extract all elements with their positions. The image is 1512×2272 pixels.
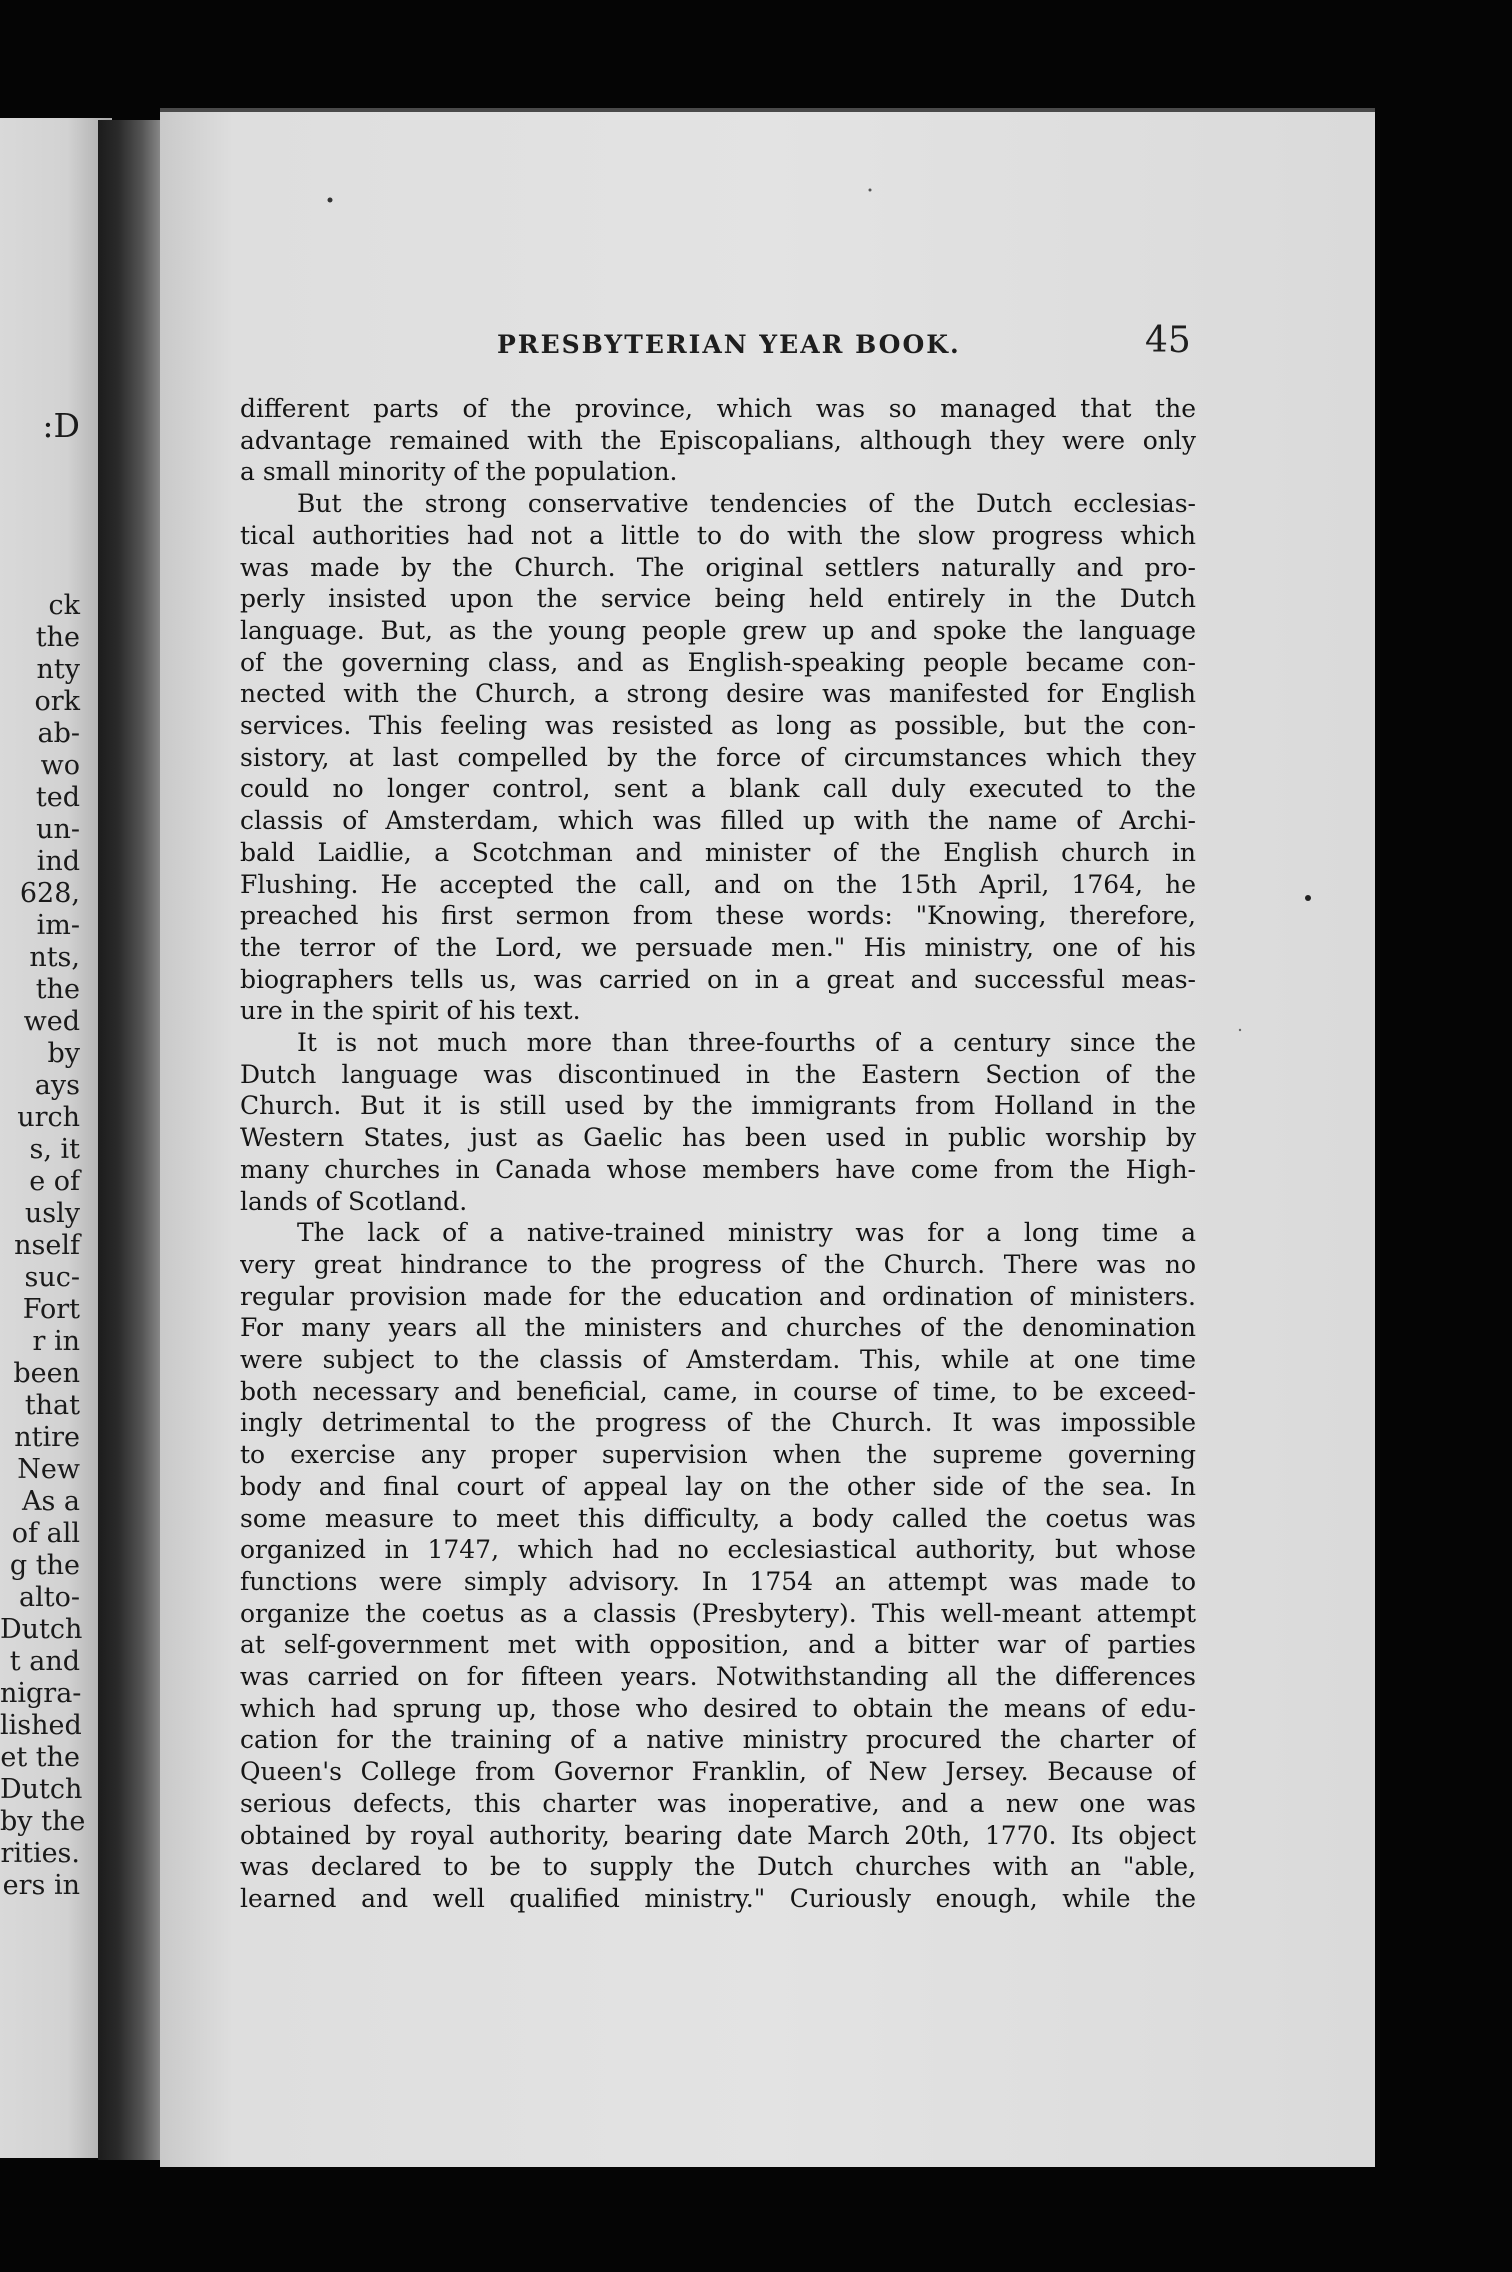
left-page-line-fragment: been: [13, 1358, 80, 1389]
left-page-line-fragment: wo: [40, 750, 80, 781]
text-line: of the governing class, and as English-speaking people became con-: [240, 648, 1196, 677]
text-line: classis of Amsterdam, which was filled up with the name of Archi-: [240, 806, 1196, 835]
left-page-line-fragment: ers in: [2, 1870, 80, 1901]
left-page-line-fragment: g the: [9, 1550, 80, 1581]
left-page-line-fragment: et the: [0, 1742, 80, 1773]
left-page-line-fragment: un-: [36, 814, 80, 845]
left-page-line-fragment: wed: [23, 1006, 80, 1037]
left-page-line-fragment: the: [35, 974, 80, 1005]
text-line: obtained by royal authority, bearing date March 20th, 1770. Its object: [240, 1821, 1196, 1850]
text-line: ure in the spirit of his text.: [240, 996, 581, 1025]
text-line: different parts of the province, which was so managed that the: [240, 394, 1196, 423]
text-line: some measure to meet this difficulty, a body called the coetus was: [240, 1504, 1196, 1533]
text-line: It is not much more than three-fourths of a century since the: [297, 1028, 1196, 1057]
left-page-line-fragment: ab-: [37, 718, 80, 749]
left-page-line-fragment: by the: [0, 1806, 86, 1837]
text-line: could no longer control, sent a blank call duly executed to the: [240, 774, 1196, 803]
text-line: many churches in Canada whose members have come from the High-: [240, 1155, 1196, 1184]
left-page-line-fragment: the: [35, 622, 80, 653]
text-line: ingly detrimental to the progress of the Church. It was impossible: [240, 1408, 1196, 1437]
left-page-line-fragment: suc-: [24, 1262, 80, 1293]
left-page-line-fragment: r in: [32, 1326, 80, 1357]
text-line: were subject to the classis of Amsterdam. This, while at one time: [240, 1345, 1196, 1374]
text-line: tical authorities had not a little to do with the slow progress which: [240, 521, 1196, 550]
left-page-line-fragment: ays: [34, 1070, 80, 1101]
left-page-line-fragment: nty: [36, 654, 80, 685]
left-page-line-fragment: urch: [17, 1102, 80, 1133]
text-line: nected with the Church, a strong desire was manifested for English: [240, 679, 1196, 708]
left-page-heading-fragment: :D: [42, 406, 80, 445]
text-line: The lack of a native-trained ministry was for a long time a: [297, 1218, 1196, 1247]
text-line: bald Laidlie, a Scotchman and minister of the English church in: [240, 838, 1196, 867]
text-line: a small minority of the population.: [240, 457, 678, 486]
text-line: body and final court of appeal lay on the other side of the sea. In: [240, 1472, 1196, 1501]
left-page-line-fragment: ntire: [14, 1422, 80, 1453]
text-line: services. This feeling was resisted as long as possible, but the con-: [240, 711, 1196, 740]
text-line: But the strong conservative tendencies of the Dutch ecclesias-: [297, 489, 1196, 518]
left-page-line-fragment: by: [47, 1038, 80, 1069]
text-line: learned and well qualified ministry." Curiously enough, while the: [240, 1884, 1196, 1913]
text-line: organized in 1747, which had no ecclesiastical authority, but whose: [240, 1535, 1196, 1564]
text-line: was carried on for fifteen years. Notwithstanding all the differences: [240, 1662, 1196, 1691]
left-page-line-fragment: e of: [29, 1166, 80, 1197]
text-line: cation for the training of a native ministry procured the charter of: [240, 1725, 1196, 1754]
left-page-line-fragment: usly: [24, 1198, 80, 1229]
text-line: language. But, as the young people grew up and spoke the language: [240, 616, 1196, 645]
left-page-line-fragment: New: [17, 1454, 80, 1485]
left-page-line-fragment: that: [24, 1390, 80, 1421]
text-line: Dutch language was discontinued in the Eastern Section of the: [240, 1060, 1196, 1089]
left-page-line-fragment: s, it: [29, 1134, 80, 1165]
text-line: was declared to be to supply the Dutch churches with an "able,: [240, 1852, 1196, 1881]
left-page-line-fragment: ck: [48, 590, 80, 621]
left-page-line-fragment: of all: [11, 1518, 80, 1549]
text-line: regular provision made for the education and ordination of ministers.: [240, 1282, 1196, 1311]
left-page-line-fragment: 628,: [19, 878, 80, 909]
text-line: which had sprung up, those who desired to obtain the means of edu-: [240, 1694, 1196, 1723]
text-line: Western States, just as Gaelic has been used in public worship by: [240, 1123, 1196, 1152]
text-line: Queen's College from Governor Franklin, of New Jersey. Because of: [240, 1757, 1196, 1786]
left-page-line-fragment: nigra-: [0, 1678, 82, 1709]
left-page-line-fragment: lished: [0, 1710, 82, 1741]
text-line: preached his first sermon from these words: "Knowing, therefore,: [240, 901, 1196, 930]
left-page-line-fragment: im-: [36, 910, 80, 941]
running-head: PRESBYTERIAN YEAR BOOK.: [497, 330, 961, 359]
page-number: 45: [1145, 320, 1191, 361]
text-line: organize the coetus as a classis (Presbytery). This well-meant attempt: [240, 1599, 1196, 1628]
text-line: Church. But it is still used by the immigrants from Holland in the: [240, 1091, 1196, 1120]
text-line: biographers tells us, was carried on in a great and successful meas-: [240, 965, 1196, 994]
text-line: advantage remained with the Episcopalians, although they were only: [240, 426, 1196, 455]
text-line: to exercise any proper supervision when the supreme governing: [240, 1440, 1196, 1469]
text-line: very great hindrance to the progress of the Church. There was no: [240, 1250, 1196, 1279]
left-page-line-fragment: nts,: [29, 942, 80, 973]
text-line: functions were simply advisory. In 1754 an attempt was made to: [240, 1567, 1196, 1596]
left-page-line-fragment: ted: [35, 782, 80, 813]
text-line: serious defects, this charter was inoperative, and a new one was: [240, 1789, 1196, 1818]
left-page-line-fragment: Dutch: [0, 1774, 83, 1805]
text-line: Flushing. He accepted the call, and on the 15th April, 1764, he: [240, 870, 1196, 899]
text-line: was made by the Church. The original settlers naturally and pro-: [240, 553, 1196, 582]
text-line: both necessary and beneficial, came, in course of time, to be exceed-: [240, 1377, 1196, 1406]
left-page-line-fragment: As a: [21, 1486, 80, 1517]
left-page-line-fragment: Fort: [22, 1294, 80, 1325]
text-line: lands of Scotland.: [240, 1187, 468, 1216]
left-page-line-fragment: ork: [34, 686, 80, 717]
left-page-line-fragment: Dutch: [0, 1614, 83, 1645]
left-page-line-fragment: alto-: [19, 1582, 80, 1613]
left-page-line-fragment: t and: [9, 1646, 80, 1677]
text-line: the terror of the Lord, we persuade men." His ministry, one of his: [240, 933, 1196, 962]
text-line: sistory, at last compelled by the force of circumstances which they: [240, 743, 1196, 772]
text-line: perly insisted upon the service being held entirely in the Dutch: [240, 584, 1196, 613]
left-page-line-fragment: nself: [14, 1230, 80, 1261]
left-page-line-fragment: rities.: [0, 1838, 80, 1869]
text-line: For many years all the ministers and churches of the denomination: [240, 1313, 1196, 1342]
left-page-line-fragment: ind: [36, 846, 80, 877]
text-line: at self-government met with opposition, and a bitter war of parties: [240, 1630, 1196, 1659]
